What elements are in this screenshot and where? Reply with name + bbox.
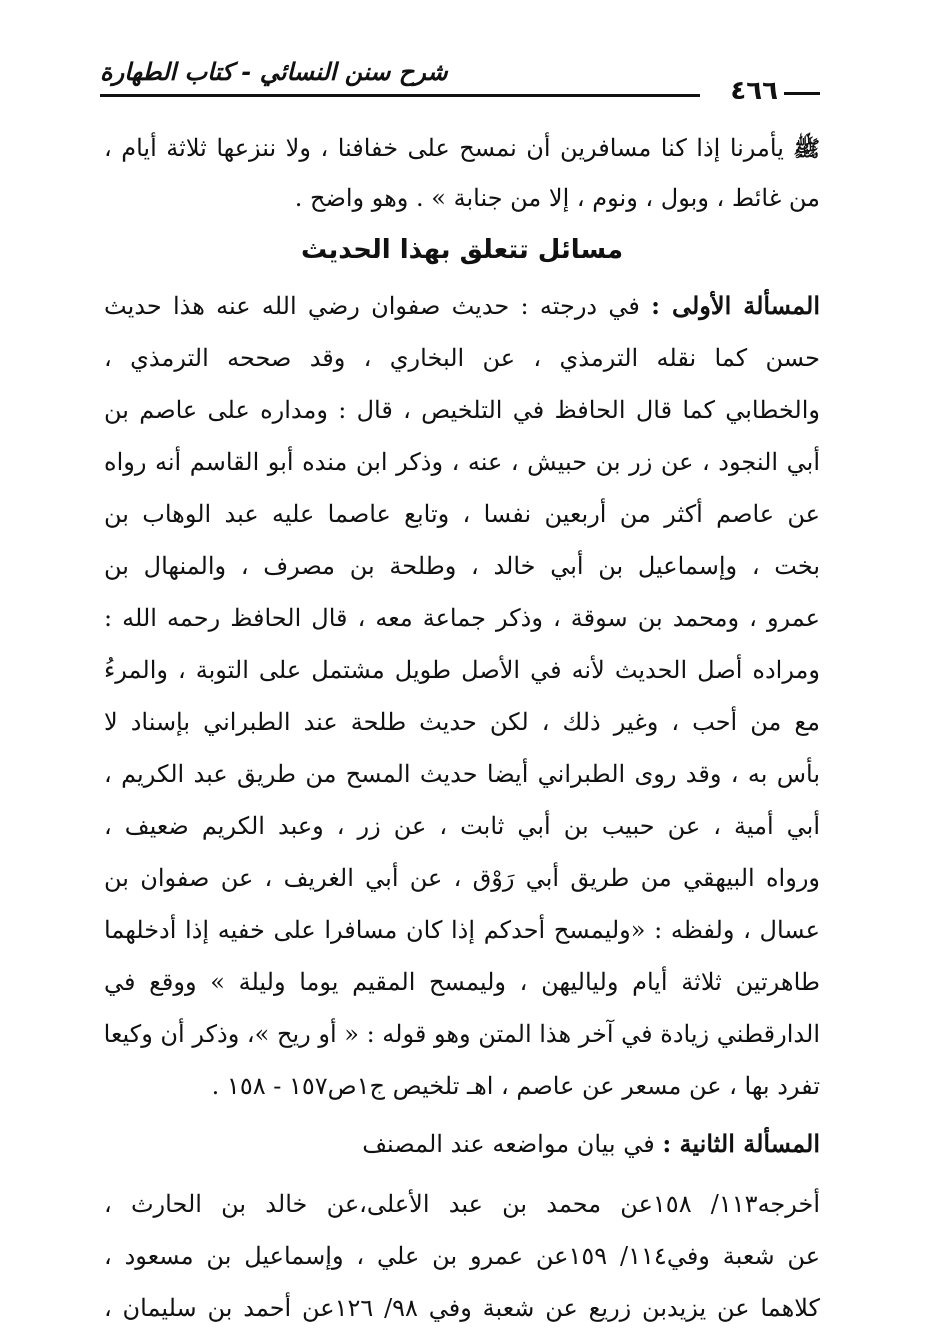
masala1-first-line	[104, 286, 820, 326]
masala1-line: حسن كما نقله الترمذي ، عن البخاري ، وقد صححه الترمذي ،	[104, 344, 820, 372]
masala1-line: عسال ، ولفظه : «وليمسح أحدكم إذا كان مسافرا على خفيه إذا أدخلهما	[104, 916, 820, 944]
honorific-glyph: ﷺ	[793, 137, 820, 162]
page-number: ٤٦٦	[730, 76, 778, 106]
masala2-label: المسألة الثانية :	[662, 1129, 820, 1158]
masala1-line: عن عاصم أكثر من أربعين نفسا ، وتابع عاصما عليه عبد الوهاب بن	[104, 500, 820, 528]
masala1-line: مع من أحب ، وغير ذلك ، لكن حديث طلحة عند الطبراني بإسناد لا	[104, 708, 820, 736]
masala2-line: أخرجه١١٣/ ١٥٨عن محمد بن عبد الأعلى،عن خالد بن الحارث ،	[104, 1190, 820, 1218]
masala1-label: المسألة الأولى :	[651, 291, 820, 320]
masala1-line: والخطابي كما قال الحافظ في التلخيص ، قال : ومداره على عاصم بن	[104, 396, 820, 424]
header-rule-short	[784, 92, 820, 95]
intro-line-1	[104, 128, 820, 168]
masala1-line: بخت ، وإسماعيل بن أبي خالد ، وطلحة بن مصرف ، والمنهال بن	[104, 552, 820, 580]
masala1-line: الدارقطني زيادة في آخر هذا المتن وهو قوله : « أو ريح »، وذكر أن وكيعا	[104, 1020, 820, 1048]
section-heading: مسائل تتعلق بهذا الحديث	[300, 235, 624, 265]
masala1-line: بأس به ، وقد روى الطبراني أيضا حديث المسح من طريق عبد الكريم ،	[104, 760, 820, 788]
running-header	[100, 52, 820, 104]
masala1-first-text: في درجته : حديث صفوان رضي الله عنه هذا حديث	[104, 292, 640, 320]
masala1-line: ورواه البيهقي من طريق أبي رَوْق ، عن أبي الغريف ، عن صفوان بن	[104, 864, 820, 892]
masala1-line: ومراده أصل الحديث لأنه في الأصل طويل مشتمل على التوبة ، والمرءُ	[104, 656, 820, 684]
masala1-line: تفرد بها ، عن مسعر عن عاصم ، اهـ تلخيص ج١ص١٥٧ - ١٥٨ .	[211, 1072, 820, 1100]
book-title: شرح سنن النسائي - كتاب الطهارة	[100, 58, 448, 86]
masala1-line: أبي النجود ، عن زر بن حبيش ، عنه ، وذكر ابن منده أبو القاسم أنه رواه	[104, 448, 820, 476]
masala1-line: عمرو ، ومحمد بن سوقة ، وذكر جماعة معه ، قال الحافظ رحمه الله :	[104, 604, 820, 632]
masala2-first-text: في بيان مواضعه عند المصنف	[362, 1130, 655, 1158]
masala2-line: كلاهما عن يزيدبن زريع عن شعبة وفي ٩٨/ ١٢٦عن أحمد بن سليمان ،	[104, 1294, 820, 1322]
masala2-line: عن شعبة وفي١١٤/ ١٥٩عن عمرو بن علي ، وإسماعيل بن مسعود ،	[104, 1242, 820, 1270]
masala1-line: طاهرتين ثلاثة أيام ولياليهن ، وليمسح المقيم يوما وليلة » ووقع في	[104, 968, 820, 996]
intro-text-1: يأمرنا إذا كنا مسافرين أن نمسح على خفافنا ، ولا ننزعها ثلاثة أيام ،	[104, 134, 784, 162]
header-rule	[100, 94, 700, 97]
masala1-line: أبي أمية ، عن حبيب بن أبي ثابت ، عن زر ، وعبد الكريم ضعيف ،	[104, 812, 820, 840]
intro-line-2: من غائط ، وبول ، ونوم ، إلا من جنابة » . وهو واضح .	[294, 184, 820, 212]
masala2-first-line	[104, 1124, 820, 1164]
